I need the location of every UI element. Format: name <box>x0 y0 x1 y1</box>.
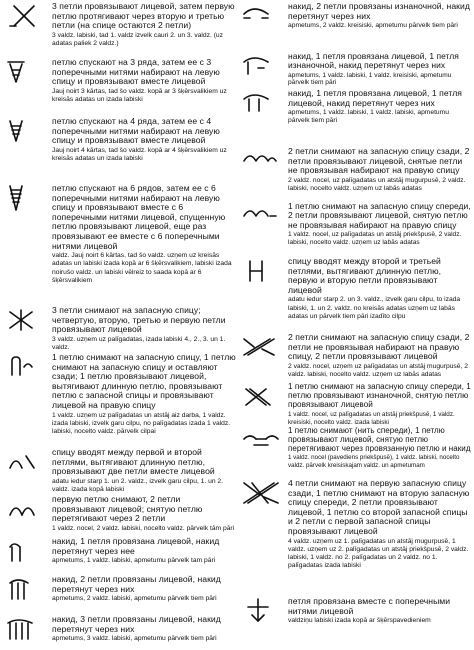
latvian-description: 1 valdz. nocel (pavediens priekšpusē), 1 valdz. labiski, nocelto valdz. pārvelk kreisiskajam valdz. un apmetumam <box>288 454 460 469</box>
legend-entry <box>4 537 236 565</box>
russian-description: 1 петлю снимают на запасную спицу спереди, 2 петли провязывают лицевой, снятую петлю не провязывая набирают на правую спицу <box>288 201 471 230</box>
latvian-description: 4 valdz. uzņem uz 1. palīgadatas un atstāj mugurpusē, 1 valdz. uzņem uz 2. palīgadatas un atstāj priekšpusē, 2 valdz. labiski, 1 valdz. no 2. palīgadatas un 2 valdz. no 1. palīgadatas izada labiski <box>288 537 469 570</box>
legend-text <box>288 257 472 321</box>
legend-entry <box>240 202 472 247</box>
legend-entry <box>240 479 472 570</box>
legend-entry <box>4 58 236 104</box>
latvian-description: 2 valdz. nocel, uz palīgadatas un atstāj mugurpusē, 2 valdz. labiski, nocelto valdz. uzņem uz labās adatas <box>288 176 466 192</box>
legend-text <box>52 184 236 285</box>
legend-entry <box>4 184 236 285</box>
russian-description: петлю спускают на 4 ряда, затем ее с 4 поперечными нитями набирают на левую спицу и провязывают вместе лицевой <box>52 116 220 146</box>
russian-description: 3 петли снимают на запасную спицу; четвертую, вторую, третью и первую петли провязывают лицевой <box>52 305 226 335</box>
latvian-description: 1 valdz. uzņem uz palīgadatas un atstāj aiz darba, 1 valdz. izada labiski, izvelk garu cilpu, no palīgadatas izada 1 valdz. labiski, nocelto valdz. pārvelk cilpai <box>52 411 231 435</box>
yo-3-icon <box>4 615 46 643</box>
russian-description: накид, 1 петля провязана лицевой, 1 петля изнаночной, накид перетянут через них <box>288 51 459 71</box>
latvian-description: 3 valdz. labiski, tad 1. valdz izvelk cauri 2. un 3. valdz. (uz adatas paliek 2 valdz.) <box>52 31 223 47</box>
russian-description: первую петлю снимают, 2 петли провязывают лицевой; снятую петлю перетягивают через 2 петли <box>52 494 203 524</box>
legend-entry <box>240 383 472 426</box>
arrow-down-icon <box>240 597 282 625</box>
legend-text <box>288 383 472 426</box>
russian-description: накид, 2 петли провязаны лицевой, накид перетянут через них <box>52 574 221 594</box>
legend-entry <box>4 2 236 48</box>
russian-description: 1 петлю снимают на запасную спицу спереди, 1 петлю провязывают изнаночной, снятую петлю провязывают лицевой <box>288 382 471 409</box>
legend-entry <box>4 575 236 603</box>
latvian-description: apmetums, 1 valdz. labiski, 1 valdz. kreisiski, apmetumu pārvelk tiem pāri <box>288 71 452 87</box>
latvian-description: adatu iedur starp 2. un 3. valdz., izvelk garu cilpu, to izada labiski, 1. un 2. valdz. no kreisās adatas uzņem uz labās adatas un pārvelk tiem pāri izadīto cilpu <box>288 296 461 320</box>
cable-front-1-icon <box>240 383 282 411</box>
legend-text <box>52 448 236 494</box>
latvian-description: 3 valdz. uzņem uz palīgadatas, izada labiski 4., 2., 3. un 1. valdz. <box>52 335 226 351</box>
legend-text <box>288 89 472 126</box>
legend-text <box>52 353 236 436</box>
legend-entry <box>240 89 472 126</box>
yo-1-icon <box>4 537 46 565</box>
legend-text <box>52 2 236 48</box>
cross-3-icon <box>4 306 46 334</box>
latvian-description: Jauj noirt 3 kārtas, tad šo valdz. kopā ar 3 šķērsvalikiem uz kreisās adatas un izada labiski <box>52 87 227 103</box>
yo-k-p-icon <box>240 52 282 80</box>
russian-description: накид, 2 петли провязаны изнаночной, накид перетянут через них <box>288 1 470 21</box>
latvian-description: 1 valdz. nocel, uz palīgadatas un atstāj priekšpusē, 1 valdz. kreisiski, nocelto valdz. izada labiski <box>288 410 455 426</box>
russian-description: 1 петлю снимают на запасную спицу, 1 петлю снимают на запасную спицу и оставляют сзади; 1 петлю провязывают лицевой, вытягивают длинную петлю, провязывают петлю с запасной спицы и провязывают лицевой на правую спицу <box>52 352 236 410</box>
legend-entry <box>4 615 236 643</box>
legend-text <box>52 58 236 104</box>
russian-description: петлю спускают на 6 рядов, затем ее с 6 поперечными нитями набирают на левую спицу и провязывают вместе с 6 поперечными нитями лицевой, спущенную петлю провязывают лицевой, еще раз провязывают ее вместе с 6 поперечными нитями лицевой <box>52 183 226 251</box>
russian-description: 3 петли провязывают лицевой, затем первую петлю протягивают через вторую и третью петли (на спице остаются 2 петли) <box>52 1 235 31</box>
legend-entry <box>240 147 472 193</box>
russian-description: накид, 3 петли провязаны лицевой, накид перетянут через них <box>52 614 221 634</box>
legend-entry <box>240 427 472 469</box>
latvian-description: valdziņu labiski izada kopā ar šķērspavedieniem <box>288 617 431 625</box>
latvian-description: apmetums, 3 valdz. labiski, apmetumu pārvelk tiem pāri <box>52 635 217 643</box>
cable-4-icon <box>240 479 282 507</box>
latvian-description: Jauj noirt 4 kārtas, tad šo valdz. kopā ar 4 šķērsvalikiem uz kreisās adatas un izada labiski <box>52 146 227 162</box>
insert-between-icon <box>4 448 46 476</box>
latvian-description: apmetums, 2 valdz. kreisiski, apmetumu pārvelk tiem pāri <box>288 22 458 30</box>
latvian-description: apmetums, 1 valdz. labiski, apmetumu pārvelk tam pāri <box>52 557 216 565</box>
russian-description: 2 петли снимают на запасную спицу сзади, 2 петли провязывают лицевой, снятые петли не провязывая набирают на правую спицу <box>288 146 470 176</box>
loop-wrap-icon <box>4 353 46 381</box>
russian-description: накид, 1 петля провязана лицевой, 1 петля лицевой, накид перетянут через них <box>288 88 462 108</box>
latvian-description: apmetums, 1 valdz. labiski, 1 valdz. labiski, apmetumu pārvelk tiem pāri <box>288 109 449 125</box>
drop-4-rows-icon <box>4 117 46 145</box>
legend-text <box>288 427 472 469</box>
legend-entry <box>240 257 472 321</box>
russian-description: петлю спускают на 3 ряда, затем ее с 3 поперечными нитями набирают на левую спицу и провязывают вместе лицевой <box>52 57 220 87</box>
drop-3-rows-icon <box>4 58 46 86</box>
drop-6-rows-icon <box>4 184 46 212</box>
slip-front-icon <box>240 202 282 230</box>
legend-text <box>52 615 236 643</box>
legend-text <box>52 537 236 565</box>
legend-text <box>52 117 236 163</box>
legend-entry <box>4 306 236 352</box>
latvian-description: 2 valdz. nocel, uzņem uz palīgadatas un atstāj mugurpusē, 2 valdz. labiski, nocelto valdz. uzņem uz labās adatas <box>288 362 468 378</box>
legend-entry <box>4 448 236 494</box>
russian-description: 2 петли снимают на запасную спицу сзади, 2 петли не провязывая набирают на правую спицу, 2 петли провязывают лицевой <box>288 332 470 362</box>
russian-description: спицу вводят между первой и второй петлями, вытягивают длинную петлю, провязывают две петли вместе лицевой <box>52 447 215 477</box>
legend-entry <box>4 353 236 436</box>
legend-entry <box>240 333 472 379</box>
cable-back-2-icon <box>240 333 282 361</box>
legend-text <box>288 147 472 193</box>
legend-entry <box>240 597 472 625</box>
legend-text <box>288 202 472 247</box>
latvian-description: apmetums, 2 valdz. labiski, apmetumu pārvelk tiem pāri <box>52 595 217 603</box>
latvian-description: 1 valdz. nocel, uz palīgadatas un atstāj priekšpusē, 2 valdz. labiski, nocelto valdz. uzņem uz labās adatas <box>288 230 462 246</box>
slip-back-icon <box>240 147 282 175</box>
legend-entry <box>4 117 236 163</box>
russian-description: 4 петли снимают на первую запасную спицу сзади, 1 петлю снимают на вторую запасную спицу спереди, 2 петли провязывают лицевой, 1 петлю со второй запасной спицы и 2 петли с первой запасной спицы провязывают лицевой <box>288 478 470 536</box>
yo-k2-icon <box>240 89 282 117</box>
russian-description: 1 петлю снимают (нить спереди), 1 петлю провязывают лицевой, снятую петлю перетягивают через провязанную петлю и накид <box>288 426 471 453</box>
legend-entry <box>240 2 472 30</box>
purl-yo-2-icon <box>240 2 282 30</box>
russian-description: спицу вводят между второй и третьей петлями, вытягивают длинную петлю, первую и вторую петли провязывают лицевой <box>288 256 442 295</box>
legend-text <box>288 479 472 570</box>
legend-entry <box>4 495 236 533</box>
legend-entry <box>240 52 472 87</box>
legend-text <box>52 306 236 352</box>
latvian-description: adatu iedur starp 1. un 2. valdz., izvelk garu cilpu, 1. un 2. valdz. izada kopā labiski <box>52 477 224 493</box>
slip-2-icon <box>4 495 46 523</box>
h-insert-icon <box>240 257 282 285</box>
legend-text <box>288 52 472 87</box>
legend-text <box>52 495 236 533</box>
latvian-description: valdz. Jauj noirt 6 kārtas, tad šo valdz. uzņem uz kreisās adatas un labiski izada kopā ar 6 šķērsvalikiem, labiski izada noirušo valdz. un labiski vēlreiz to saada kopā ar 6 šķērsvalikiem <box>52 252 232 284</box>
russian-description: накид, 1 петля провязана лицевой, накид перетянут через нее <box>52 536 220 556</box>
latvian-description: 1 valdz. nocel, 2 valdz. labiski, nocelto valdz. pārvelk tām pāri <box>52 524 235 532</box>
russian-description: петля провязана вместе с поперечными нитями лицевой <box>288 596 451 616</box>
legend-text <box>52 575 236 603</box>
legend-text <box>288 597 472 625</box>
legend-text <box>288 2 472 30</box>
yo-2-icon <box>4 575 46 603</box>
legend-text <box>288 333 472 379</box>
cross-x-icon <box>4 2 46 30</box>
yarn-front-icon <box>240 427 282 455</box>
